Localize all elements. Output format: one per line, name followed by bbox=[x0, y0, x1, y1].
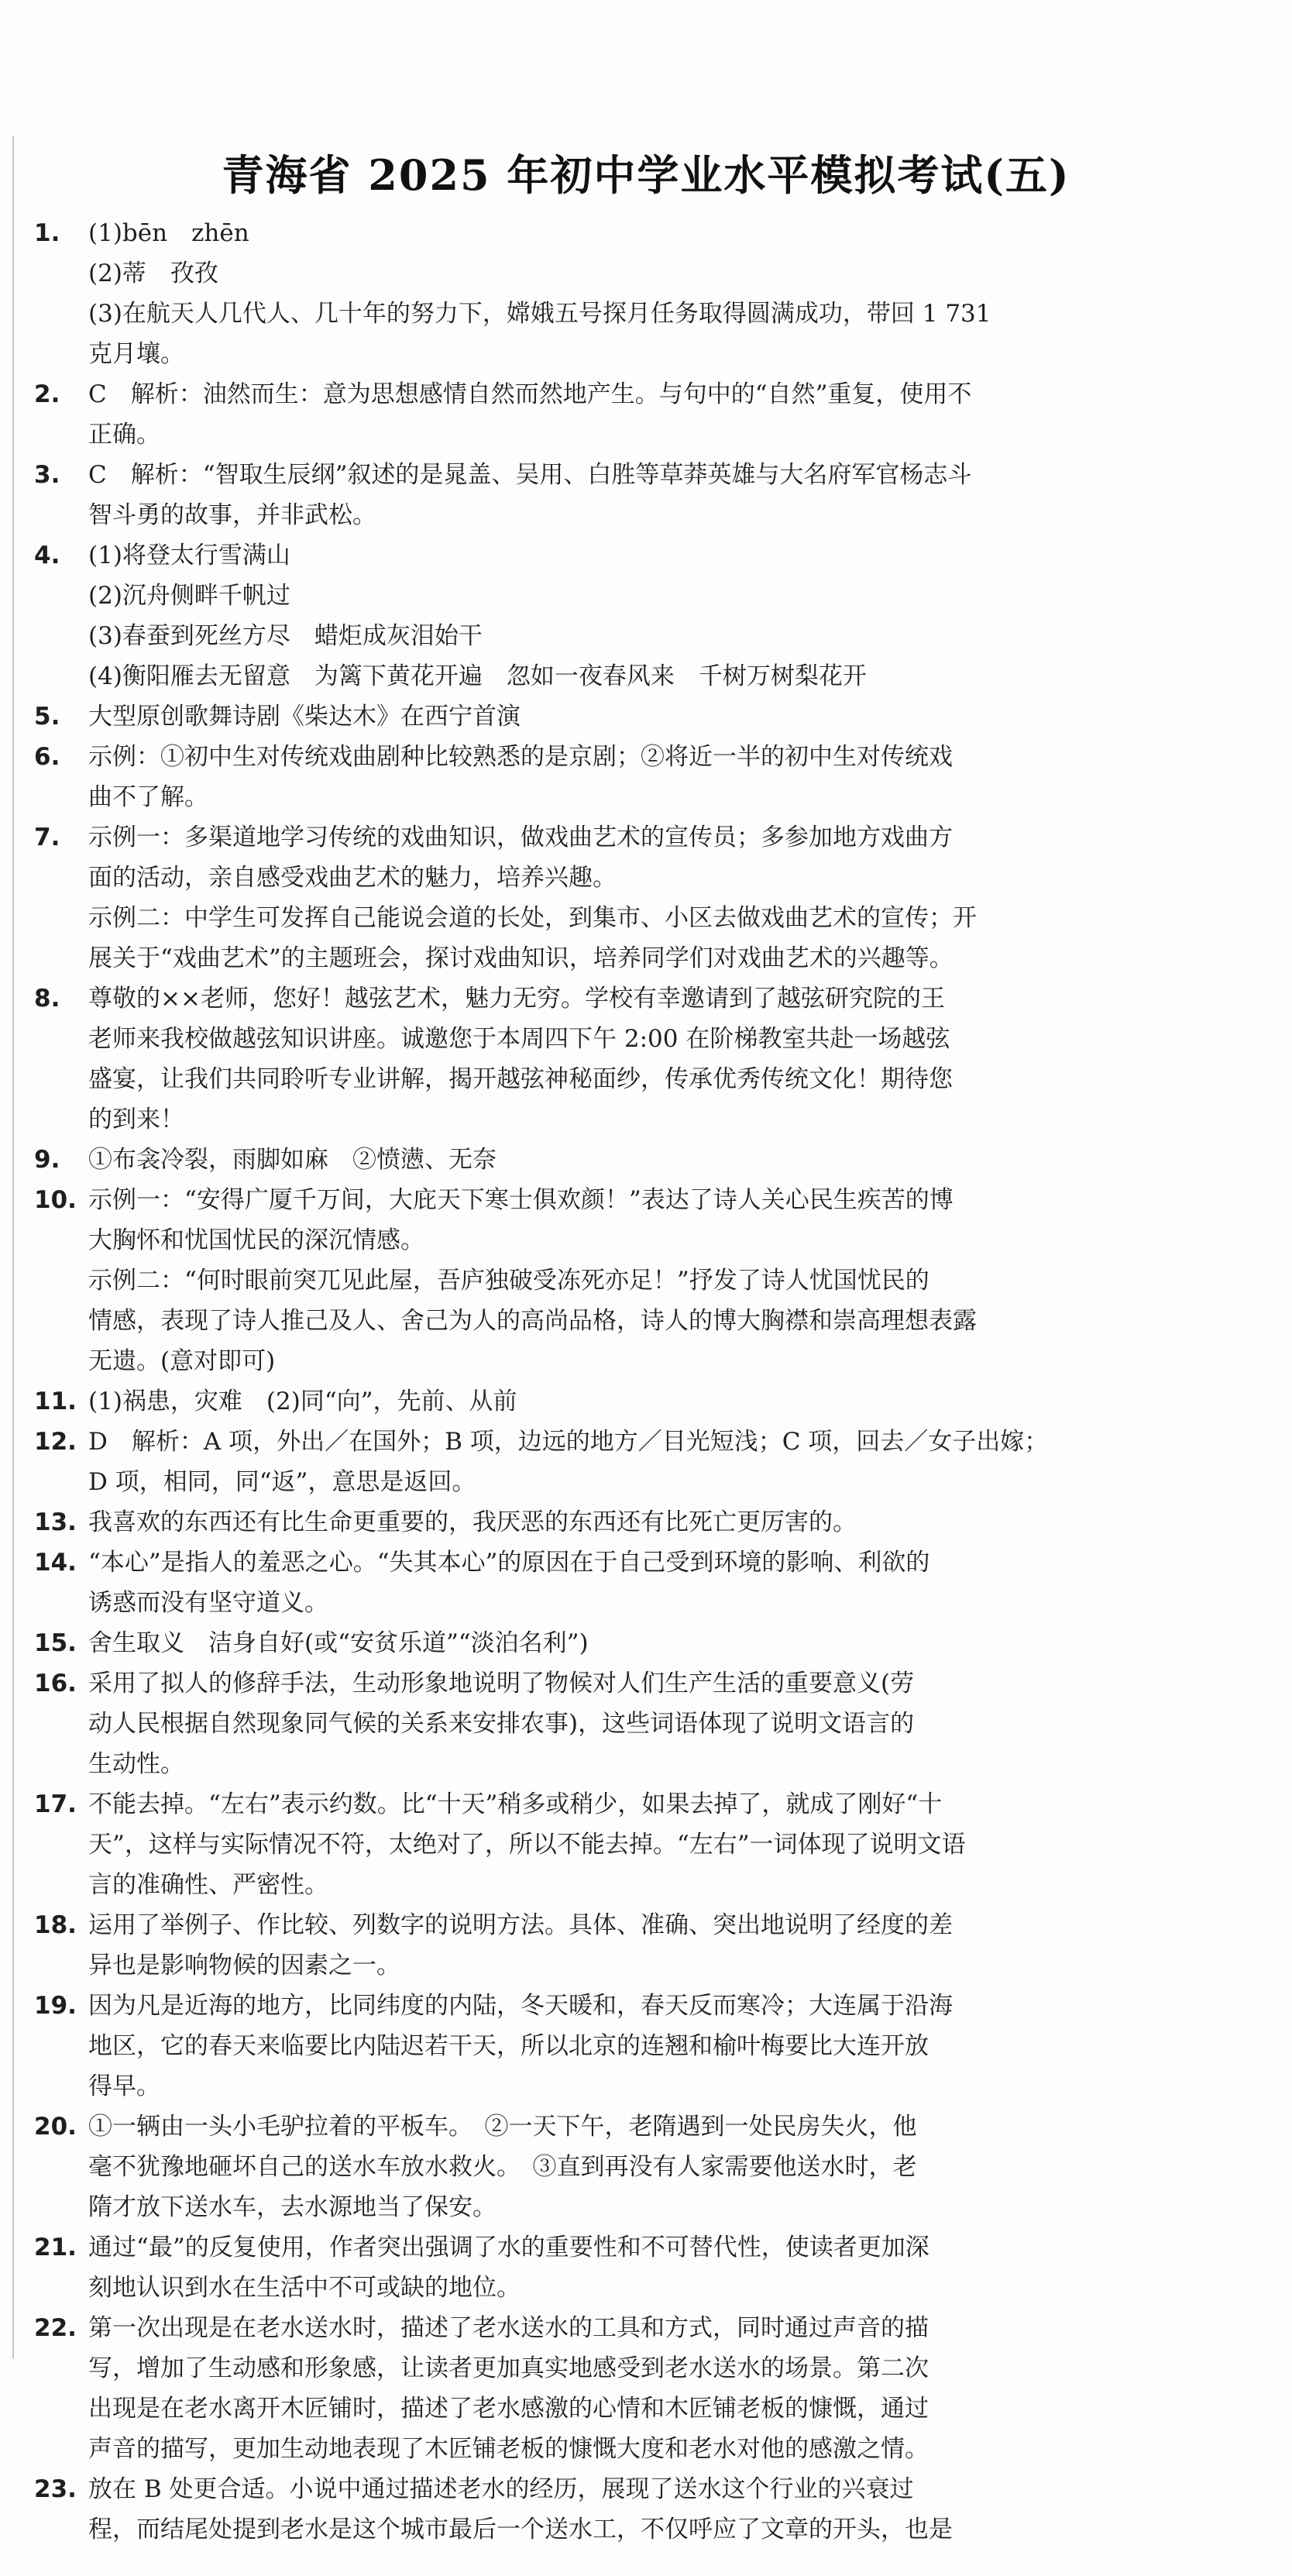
answer-number: 14. bbox=[34, 1549, 77, 1577]
answer-line: (2)沉舟侧畔千帆过 bbox=[88, 582, 290, 610]
answer-line: 诱惑而没有坚守道义。 bbox=[88, 1589, 328, 1617]
answer-item bbox=[34, 535, 1057, 696]
answer-item bbox=[34, 1663, 1057, 1784]
answer-line: 示例二：中学生可发挥自己能说会道的长处，到集市、小区去做戏曲艺术的宣传；开 bbox=[88, 904, 977, 932]
answer-line: 毫不犹豫地砸坏自己的送水车放水救火。 ③直到再没有人家需要他送水时，老 bbox=[88, 2153, 917, 2181]
answer-number: 2. bbox=[34, 380, 60, 408]
page-title: 青海省 2025 年初中学业水平模拟考试(五) bbox=[222, 150, 1070, 200]
answer-item bbox=[34, 737, 1057, 817]
answer-item bbox=[34, 2107, 1057, 2227]
answer-item bbox=[34, 455, 1057, 535]
answer-line: 异也是影响物候的因素之一。 bbox=[88, 1952, 400, 1979]
answer-line: 无遗。(意对即可) bbox=[88, 1347, 276, 1375]
answer-line: 第一次出现是在老水送水时，描述了老水送水的工具和方式，同时通过声音的描 bbox=[88, 2314, 929, 2342]
answer-line: 通过“最”的反复使用，作者突出强调了水的重要性和不可替代性，使读者更加深 bbox=[88, 2234, 929, 2261]
answer-item bbox=[34, 1180, 1057, 1381]
answer-number: 12. bbox=[34, 1428, 77, 1456]
answer-number: 1. bbox=[34, 219, 60, 247]
answer-item bbox=[34, 1502, 1057, 1543]
answer-item bbox=[34, 696, 1057, 737]
answer-number: 17. bbox=[34, 1790, 77, 1818]
answer-line: 放在 B 处更合适。小说中通过描述老水的经历，展现了送水这个行业的兴衰过 bbox=[88, 2475, 914, 2503]
answer-line: 面的活动，亲自感受戏曲艺术的魅力，培养兴趣。 bbox=[88, 864, 617, 892]
answer-line: (4)衡阳雁去无留意 为篱下黄花开遍 忽如一夜春风来 千树万树梨花开 bbox=[88, 662, 867, 690]
answer-number: 13. bbox=[34, 1508, 77, 1536]
answer-line: 舍生取义 洁身自好(或“安贫乐道”“淡泊名利”) bbox=[88, 1629, 589, 1657]
answer-line: ①布衾冷裂，雨脚如麻 ②愤懑、无奈 bbox=[88, 1146, 497, 1174]
answer-line: D 项，相同，同“返”，意思是返回。 bbox=[88, 1468, 476, 1496]
answer-number: 5. bbox=[34, 703, 60, 731]
answer-line: 出现是在老水离开木匠铺时，描述了老水感激的心情和木匠铺老板的慷慨，通过 bbox=[88, 2395, 929, 2423]
answer-line: 曲不了解。 bbox=[88, 783, 208, 811]
answer-line: 我喜欢的东西还有比生命更重要的，我厌恶的东西还有比死亡更厉害的。 bbox=[88, 1508, 857, 1536]
answer-item bbox=[34, 2308, 1057, 2469]
answer-number: 23. bbox=[34, 2475, 77, 2503]
answer-number: 15. bbox=[34, 1629, 77, 1657]
answer-item bbox=[34, 1422, 1057, 1502]
answer-line: 情感，表现了诗人推己及人、舍己为人的高尚品格，诗人的博大胸襟和崇高理想表露 bbox=[88, 1307, 977, 1335]
answer-line: 展关于“戏曲艺术”的主题班会，探讨戏曲知识，培养同学们对戏曲艺术的兴趣等。 bbox=[88, 944, 954, 972]
answer-item bbox=[34, 1905, 1057, 1986]
answer-line: 因为凡是近海的地方，比同纬度的内陆，冬天暖和，春天反而寒冷；大连属于沿海 bbox=[88, 1992, 953, 2020]
answer-item bbox=[34, 978, 1057, 1140]
answer-line: ①一辆由一头小毛驴拉着的平板车。 ②一天下午，老隋遇到一处民房失火，他 bbox=[88, 2113, 917, 2141]
answer-line: 动人民根据自然现象同气候的关系来安排农事)，这些词语体现了说明文语言的 bbox=[88, 1710, 915, 1738]
answer-item bbox=[34, 817, 1057, 978]
answer-number: 10. bbox=[34, 1186, 77, 1214]
answer-number: 11. bbox=[34, 1388, 77, 1415]
answer-line: 程，而结尾处提到老水是这个城市最后一个送水工，不仅呼应了文章的开头，也是 bbox=[88, 2516, 953, 2543]
answer-item bbox=[34, 1784, 1057, 1905]
answer-number: 18. bbox=[34, 1911, 77, 1939]
answer-line: 写，增加了生动感和形象感，让读者更加真实地感受到老水送水的场景。第二次 bbox=[88, 2354, 929, 2382]
answer-item bbox=[34, 1986, 1057, 2107]
answer-list bbox=[34, 213, 1057, 2550]
answer-line: (3)春蚕到死丝方尽 蜡炬成灰泪始干 bbox=[88, 622, 483, 650]
answer-line: 地区，它的春天来临要比内陆迟若干天，所以北京的连翘和榆叶梅要比大连开放 bbox=[88, 2032, 929, 2060]
answer-number: 6. bbox=[34, 743, 60, 771]
answer-line: 克月壤。 bbox=[88, 340, 184, 368]
answer-number: 22. bbox=[34, 2314, 77, 2342]
answer-line: 刻地认识到水在生活中不可或缺的地位。 bbox=[88, 2274, 521, 2302]
answer-line: 生动性。 bbox=[88, 1750, 184, 1778]
answer-line: 示例：①初中生对传统戏曲剧种比较熟悉的是京剧；②将近一半的初中生对传统戏 bbox=[88, 743, 953, 771]
answer-number: 7. bbox=[34, 824, 60, 851]
answer-line: C 解析：油然而生：意为思想感情自然而然地产生。与句中的“自然”重复，使用不 bbox=[88, 380, 972, 408]
answer-number: 21. bbox=[34, 2234, 77, 2261]
answer-item bbox=[34, 374, 1057, 455]
answer-line: 言的准确性、严密性。 bbox=[88, 1871, 328, 1899]
answer-line: 尊敬的××老师，您好！越弦艺术，魅力无穷。学校有幸邀请到了越弦研究院的王 bbox=[88, 985, 945, 1013]
answer-number: 8. bbox=[34, 985, 60, 1013]
answer-line: 示例二：“何时眼前突兀见此屋，吾庐独破受冻死亦足！”抒发了诗人忧国忧民的 bbox=[88, 1267, 929, 1295]
answer-line: D 解析：A 项，外出／在国外；B 项，边远的地方／目光短浅；C 项，回去／女子出嫁； bbox=[88, 1428, 1049, 1456]
answer-line: 的到来！ bbox=[88, 1106, 184, 1133]
answer-item bbox=[34, 1381, 1057, 1422]
answer-line: 示例一：“安得广厦千万间，大庇天下寒士俱欢颜！”表达了诗人关心民生疾苦的博 bbox=[88, 1186, 954, 1214]
answer-item bbox=[34, 1140, 1057, 1180]
answer-line: (2)蒂 孜孜 bbox=[88, 260, 218, 287]
answer-line: 声音的描写，更加生动地表现了木匠铺老板的慷慨大度和老水对他的感激之情。 bbox=[88, 2435, 929, 2463]
answer-line: 隋才放下送水车，去水源地当了保安。 bbox=[88, 2193, 497, 2221]
answer-line: 正确。 bbox=[88, 421, 160, 449]
answer-line: (1)祸患，灾难 (2)同“向”，先前、从前 bbox=[88, 1388, 517, 1415]
answer-item bbox=[34, 2227, 1057, 2308]
answer-item bbox=[34, 213, 1057, 374]
answer-number: 20. bbox=[34, 2113, 77, 2141]
answer-line: “本心”是指人的羞恶之心。“失其本心”的原因在于自己受到环境的影响、利欲的 bbox=[88, 1549, 930, 1577]
answer-line: 不能去掉。“左右”表示约数。比“十天”稍多或稍少，如果去掉了，就成了刚好“十 bbox=[88, 1790, 943, 1818]
margin-rule bbox=[12, 136, 14, 2359]
answer-number: 4. bbox=[34, 542, 60, 569]
answer-number: 16. bbox=[34, 1670, 77, 1697]
answer-line: 运用了举例子、作比较、列数字的说明方法。具体、准确、突出地说明了经度的差 bbox=[88, 1911, 953, 1939]
answer-item bbox=[34, 2469, 1057, 2550]
answer-line: (1)将登太行雪满山 bbox=[88, 542, 290, 569]
answer-line: 大型原创歌舞诗剧《柴达木》在西宁首演 bbox=[88, 703, 521, 731]
answer-item bbox=[34, 1543, 1057, 1623]
answer-number: 9. bbox=[34, 1146, 60, 1174]
answer-line: 老师来我校做越弦知识讲座。诚邀您于本周四下午 2:00 在阶梯教室共赴一场越弦 bbox=[88, 1025, 950, 1053]
answer-line: 智斗勇的故事，并非武松。 bbox=[88, 501, 376, 529]
answer-line: (3)在航天人几代人、几十年的努力下，嫦娥五号探月任务取得圆满成功，带回 1 731 bbox=[88, 300, 991, 328]
answer-line: C 解析：“智取生辰纲”叙述的是晁盖、吴用、白胜等草莽英雄与大名府军官杨志斗 bbox=[88, 461, 972, 489]
answer-number: 3. bbox=[34, 461, 60, 489]
answer-number: 19. bbox=[34, 1992, 77, 2020]
answer-line: 大胸怀和忧国忧民的深沉情感。 bbox=[88, 1226, 424, 1254]
answer-line: 盛宴，让我们共同聆听专业讲解，揭开越弦神秘面纱，传承优秀传统文化！期待您 bbox=[88, 1065, 953, 1093]
answer-line: 采用了拟人的修辞手法，生动形象地说明了物候对人们生产生活的重要意义(劳 bbox=[88, 1670, 915, 1697]
answer-line: (1)bēn zhēn bbox=[88, 219, 249, 247]
answer-line: 天”，这样与实际情况不符，太绝对了，所以不能去掉。“左右”一词体现了说明文语 bbox=[88, 1831, 966, 1859]
answer-line: 得早。 bbox=[88, 2072, 160, 2100]
answer-line: 示例一：多渠道地学习传统的戏曲知识，做戏曲艺术的宣传员；多参加地方戏曲方 bbox=[88, 824, 953, 851]
answer-item bbox=[34, 1623, 1057, 1663]
